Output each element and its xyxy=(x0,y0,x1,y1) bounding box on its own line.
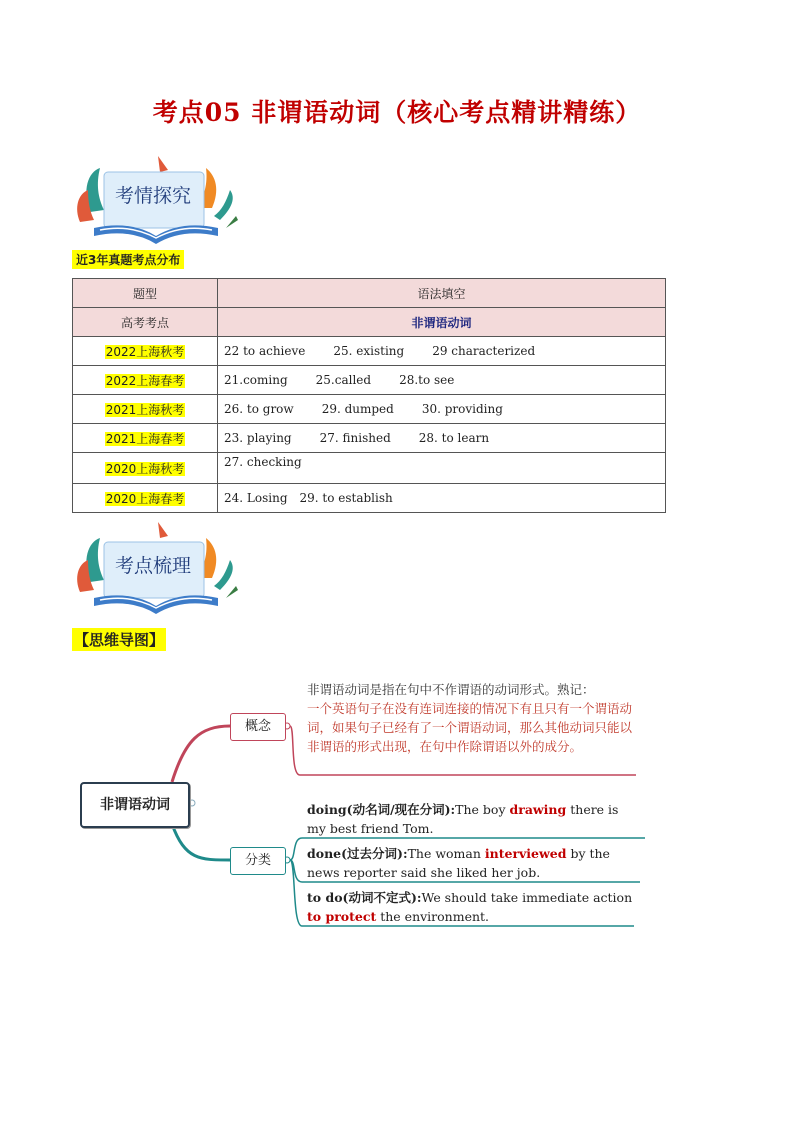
example-text: there is my best friend Tom. xyxy=(307,802,619,836)
type-keyword: doing(动名词/现在分词): xyxy=(307,802,456,817)
answer-item: 29 characterized xyxy=(432,344,536,358)
answer-item: 28.to see xyxy=(399,373,455,387)
answer-item: 24. Losing xyxy=(224,491,288,505)
concept-text-rule: 一个英语句子在没有连词连接的情况下有且只有一个谓语动词，如果句子已经有了一个谓语动词，那么其他动词只能以非谓语的形式出现，在句中作除谓语以外的成分。 xyxy=(307,701,633,754)
type-done xyxy=(307,844,637,882)
exam-label: 2022上海秋考 xyxy=(105,344,185,359)
page-title: 考点05 非谓语动词（核心考点精讲精练） xyxy=(152,98,642,127)
mindmap-root: 非谓语动词 xyxy=(80,782,190,828)
exam-label: 2021上海春考 xyxy=(105,431,185,446)
section-label: 考情探究 xyxy=(114,185,191,207)
answer-item: 21.coming xyxy=(224,373,288,387)
example-text: We should take immediate action xyxy=(421,890,633,905)
header-cell-type: 题型 xyxy=(73,279,218,308)
example-text: The boy xyxy=(455,802,510,817)
answer-item: 29. to establish xyxy=(299,491,393,505)
type-doing xyxy=(307,800,637,838)
example-highlight: to protect xyxy=(307,909,377,924)
answer-item: 30. providing xyxy=(421,402,503,416)
section-label: 考点梳理 xyxy=(114,555,191,577)
answer-item: 28. to learn xyxy=(418,431,490,445)
answer-item: 29. dumped xyxy=(321,402,394,416)
type-keyword: done(过去分词): xyxy=(307,846,408,861)
example-text: the environment. xyxy=(376,909,490,924)
mindmap-node-concept: 概念 xyxy=(230,713,286,741)
exam-label: 2021上海秋考 xyxy=(105,402,185,417)
focus-cell-topic: 非谓语动词 xyxy=(411,315,472,330)
mindmap-node-types: 分类 xyxy=(230,847,286,875)
header-cell-format: 语法填空 xyxy=(218,279,666,308)
answer-item: 25.called xyxy=(315,373,372,387)
example-highlight: interviewed xyxy=(484,846,567,861)
example-text: The woman xyxy=(407,846,485,861)
focus-cell-label: 高考考点 xyxy=(73,308,218,337)
example-text: by the news reporter said she liked her job. xyxy=(307,846,610,880)
distribution-heading: 近3年真题考点分布 xyxy=(72,250,184,269)
mindmap-heading: 【思维导图】 xyxy=(72,628,166,651)
answer-item: 26. to grow xyxy=(224,402,294,416)
concept-definition xyxy=(307,680,635,756)
example-highlight: drawing xyxy=(509,802,567,817)
answer-item: 22 to achieve xyxy=(224,344,306,358)
answer-item: 23. playing xyxy=(224,431,292,445)
concept-text-intro: 非谓语动词是指在句中不作谓语的动词形式。熟记： xyxy=(307,682,595,697)
answer-item: 25. existing xyxy=(333,344,405,358)
type-keyword: to do(动词不定式): xyxy=(307,890,422,905)
answer-item: 27. checking xyxy=(224,455,302,469)
answer-item: 27. finished xyxy=(319,431,391,445)
exam-label: 2020上海春考 xyxy=(105,491,185,506)
type-to-do xyxy=(307,888,637,926)
exam-label: 2020上海秋考 xyxy=(105,461,185,476)
exam-label: 2022上海春考 xyxy=(105,373,185,388)
